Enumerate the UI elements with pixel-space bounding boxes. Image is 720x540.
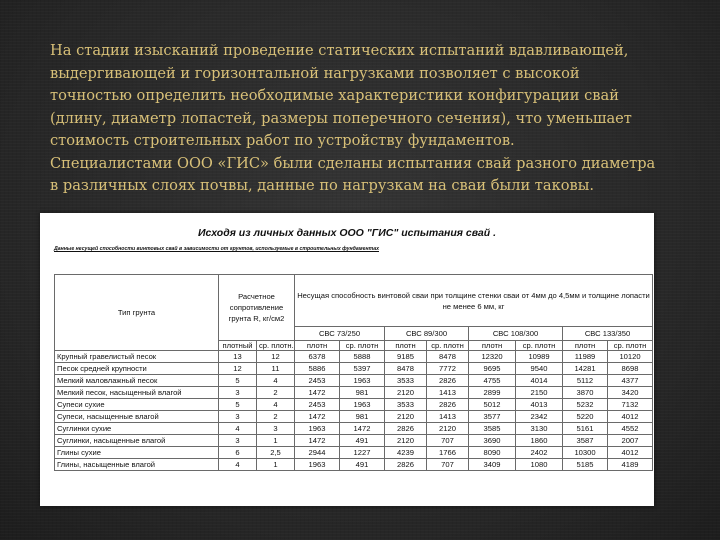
capacity-cell: 2007 [608, 435, 653, 447]
capacity-cell: 11989 [563, 351, 608, 363]
header-resistance: Расчетное сопротивление грунта R, кг/см2 [219, 275, 295, 341]
soil-type-cell: Песок средней крупности [55, 363, 219, 375]
soil-type-cell: Супеси, насыщенные влагой [55, 411, 219, 423]
intro-paragraph [50, 40, 670, 198]
capacity-cell: 5886 [295, 363, 340, 375]
soil-type-cell: Крупный гравелистый песок [55, 351, 219, 363]
intro-line: (длину, диаметр лопастей, размеры поперечного сечения), что уменьшает [50, 109, 632, 127]
resistance-cell: 3 [219, 435, 257, 447]
resistance-cell: 12 [219, 363, 257, 375]
capacity-cell: 4239 [385, 447, 427, 459]
capacity-cell: 3409 [469, 459, 516, 471]
header-sub-dense: плотн [385, 341, 427, 351]
capacity-cell: 981 [340, 411, 385, 423]
capacity-cell: 1472 [295, 411, 340, 423]
resistance-cell: 13 [219, 351, 257, 363]
capacity-cell: 1413 [427, 387, 469, 399]
table-row [55, 459, 653, 471]
capacity-cell: 12320 [469, 351, 516, 363]
resistance-cell: 4 [257, 399, 295, 411]
capacity-cell: 1963 [340, 399, 385, 411]
table-body [55, 351, 653, 471]
capacity-cell: 1472 [295, 435, 340, 447]
soil-type-cell: Мелкий маловлажный песок [55, 375, 219, 387]
capacity-cell: 4012 [608, 411, 653, 423]
capacity-cell: 3690 [469, 435, 516, 447]
resistance-cell: 3 [219, 411, 257, 423]
table-row [55, 447, 653, 459]
capacity-cell: 2826 [427, 399, 469, 411]
capacity-cell: 1413 [427, 411, 469, 423]
capacity-cell: 9185 [385, 351, 427, 363]
capacity-cell: 4012 [608, 447, 653, 459]
document-title: Исходя из личных данных ООО "ГИС" испытания свай . [197, 227, 497, 239]
capacity-cell: 1080 [516, 459, 563, 471]
intro-line: На стадии изысканий проведение статических испытаний вдавливающей, [50, 42, 629, 59]
resistance-cell: 1 [257, 435, 295, 447]
capacity-cell: 2120 [427, 423, 469, 435]
capacity-cell: 491 [340, 435, 385, 447]
resistance-cell: 4 [219, 423, 257, 435]
capacity-cell: 8090 [469, 447, 516, 459]
capacity-cell: 5232 [563, 399, 608, 411]
capacity-cell: 2899 [469, 387, 516, 399]
capacity-cell: 1963 [295, 459, 340, 471]
capacity-cell: 2453 [295, 375, 340, 387]
capacity-cell: 2944 [295, 447, 340, 459]
capacity-cell: 2120 [385, 387, 427, 399]
table-row [55, 411, 653, 423]
resistance-cell: 4 [257, 375, 295, 387]
capacity-cell: 5220 [563, 411, 608, 423]
capacity-cell: 5185 [563, 459, 608, 471]
resistance-cell: 4 [219, 459, 257, 471]
header-sub-dense: плотн [469, 341, 516, 351]
capacity-cell: 491 [340, 459, 385, 471]
soil-type-cell: Суглинки сухие [55, 423, 219, 435]
capacity-cell: 5888 [340, 351, 385, 363]
intro-line: выдергивающей и горизонтальной нагрузками позволяет с высокой [50, 64, 580, 82]
header-sub-dense: плотн [295, 341, 340, 351]
intro-line: стоимость строительных работ по устройству фундаментов. [50, 132, 515, 149]
capacity-cell: 6378 [295, 351, 340, 363]
capacity-cell: 4755 [469, 375, 516, 387]
intro-line: в различных слоях почвы, данные по нагрузкам на сваи были таковы. [50, 177, 594, 194]
capacity-cell: 2826 [385, 423, 427, 435]
table-row [55, 351, 653, 363]
capacity-cell: 3130 [516, 423, 563, 435]
resistance-cell: 1 [257, 459, 295, 471]
capacity-cell: 1766 [427, 447, 469, 459]
capacity-cell: 3533 [385, 399, 427, 411]
capacity-cell: 4013 [516, 399, 563, 411]
table-row [55, 399, 653, 411]
resistance-cell: 12 [257, 351, 295, 363]
header-pile-type: СВС 73/250 [295, 327, 385, 341]
header-sub-dense: плотный [219, 341, 257, 351]
resistance-cell: 3 [257, 423, 295, 435]
table-row [55, 363, 653, 375]
capacity-cell: 2120 [385, 411, 427, 423]
header-pile-type: СВС 89/300 [385, 327, 469, 341]
capacity-cell: 7772 [427, 363, 469, 375]
capacity-cell: 4189 [608, 459, 653, 471]
capacity-cell: 5112 [563, 375, 608, 387]
capacity-cell: 8478 [385, 363, 427, 375]
resistance-cell: 5 [219, 375, 257, 387]
capacity-cell: 1472 [340, 423, 385, 435]
header-pile-type: СВС 133/350 [563, 327, 653, 341]
capacity-cell: 2402 [516, 447, 563, 459]
header-sub-dense: плотн [563, 341, 608, 351]
capacity-cell: 5012 [469, 399, 516, 411]
soil-type-cell: Мелкий песок, насыщенный влагой [55, 387, 219, 399]
capacity-cell: 3585 [469, 423, 516, 435]
header-pile-type: СВС 108/300 [469, 327, 563, 341]
intro-line: точностью определить необходимые характеристики конфигурации свай [50, 87, 619, 104]
capacity-cell: 707 [427, 435, 469, 447]
resistance-cell: 3 [219, 387, 257, 399]
capacity-cell: 7132 [608, 399, 653, 411]
pile-capacity-table [54, 274, 653, 471]
resistance-cell: 11 [257, 363, 295, 375]
capacity-cell: 2453 [295, 399, 340, 411]
header-capacity: Несущая способность винтовой сваи при толщине стенки сваи от 4мм до 4,5мм и толщине лопасти не менее 6 мм, кг [295, 275, 653, 327]
capacity-cell: 2120 [385, 435, 427, 447]
header-sub-medium: ср. плотн [608, 341, 653, 351]
capacity-cell: 10300 [563, 447, 608, 459]
capacity-cell: 8698 [608, 363, 653, 375]
capacity-cell: 2826 [385, 459, 427, 471]
intro-line: Специалистами ООО «ГИС» были сделаны испытания свай разного диаметра [50, 154, 656, 172]
soil-type-cell: Суглинки, насыщенные влагой [55, 435, 219, 447]
table-row [55, 375, 653, 387]
table-row [55, 423, 653, 435]
capacity-cell: 1860 [516, 435, 563, 447]
capacity-cell: 1227 [340, 447, 385, 459]
capacity-cell: 4377 [608, 375, 653, 387]
soil-type-cell: Супеси сухие [55, 399, 219, 411]
header-sub-medium: ср. плотн [340, 341, 385, 351]
header-sub-medium: ср. плотн. [257, 341, 295, 351]
header-sub-medium: ср. плотн [427, 341, 469, 351]
capacity-cell: 707 [427, 459, 469, 471]
resistance-cell: 2 [257, 387, 295, 399]
capacity-cell: 3587 [563, 435, 608, 447]
header-sub-medium: ср. плотн [516, 341, 563, 351]
header-soil-type: Тип грунта [55, 275, 219, 351]
capacity-cell: 3420 [608, 387, 653, 399]
document-subtitle: Данные несущей способности винтовых свай в зависимости от грунтов, используемые в строительных фундаментах [54, 246, 379, 252]
table-row [55, 387, 653, 399]
capacity-cell: 10989 [516, 351, 563, 363]
capacity-cell: 14281 [563, 363, 608, 375]
capacity-cell: 2150 [516, 387, 563, 399]
capacity-cell: 1472 [295, 387, 340, 399]
capacity-cell: 9695 [469, 363, 516, 375]
resistance-cell: 2,5 [257, 447, 295, 459]
capacity-cell: 1963 [340, 375, 385, 387]
pile-test-document [40, 213, 654, 506]
capacity-cell: 2342 [516, 411, 563, 423]
resistance-cell: 2 [257, 411, 295, 423]
resistance-cell: 5 [219, 399, 257, 411]
capacity-cell: 9540 [516, 363, 563, 375]
soil-type-cell: Глины, насыщенные влагой [55, 459, 219, 471]
capacity-cell: 4014 [516, 375, 563, 387]
capacity-cell: 3533 [385, 375, 427, 387]
capacity-cell: 3870 [563, 387, 608, 399]
capacity-cell: 5397 [340, 363, 385, 375]
table-row [55, 435, 653, 447]
capacity-cell: 10120 [608, 351, 653, 363]
capacity-cell: 3577 [469, 411, 516, 423]
capacity-cell: 2826 [427, 375, 469, 387]
capacity-cell: 1963 [295, 423, 340, 435]
capacity-cell: 4552 [608, 423, 653, 435]
resistance-cell: 6 [219, 447, 257, 459]
soil-type-cell: Глины сухие [55, 447, 219, 459]
capacity-cell: 981 [340, 387, 385, 399]
capacity-cell: 8478 [427, 351, 469, 363]
capacity-cell: 5161 [563, 423, 608, 435]
